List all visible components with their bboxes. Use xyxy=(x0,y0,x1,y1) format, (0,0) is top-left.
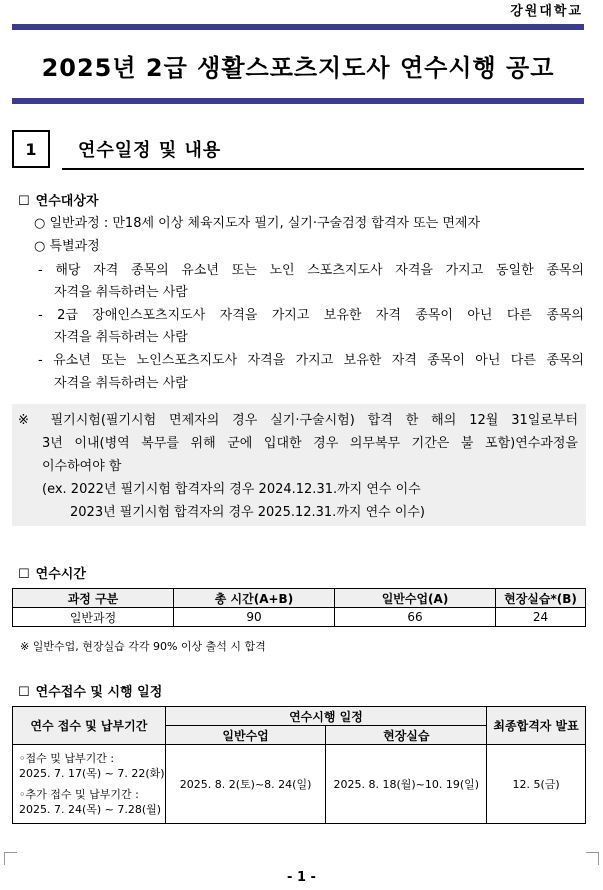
page-corner-mark-right xyxy=(586,852,599,865)
section-number: 1 xyxy=(12,130,50,168)
schedule-header-registration: 연수 접수 및 납부기간 xyxy=(13,707,166,745)
checkbox-square-icon: ☐ xyxy=(18,567,30,582)
general-course-text: 일반과정 : 만18세 이상 체육지도자 필기, 실기·구술검정 합격자 또는 면제자 xyxy=(49,216,481,231)
section-underline xyxy=(62,168,584,170)
schedule-header-field: 현장실습 xyxy=(326,726,487,745)
schedule-heading-label: 연수접수 및 시행 일정 xyxy=(35,685,163,700)
table-row xyxy=(13,745,586,824)
hours-heading-label: 연수시간 xyxy=(35,567,86,582)
hours-header-general: 일반수업(A) xyxy=(335,589,496,608)
additional-registration-period: 2025. 7. 24(목) ~ 7.28(월) xyxy=(19,803,162,816)
hours-header-field: 현장실습*(B) xyxy=(496,589,586,608)
hours-footnote: ※ 일반수업, 현장실습 각각 90% 이상 출석 시 합격 xyxy=(20,640,266,653)
bullet-circle-icon: ○ xyxy=(34,239,46,254)
special-item-2-line1: - 2급 장애인스포츠지도사 자격을 가지고 보유한 자격 종목이 아닌 다른 종목의 xyxy=(38,308,584,323)
bullet-circle-icon: ○ xyxy=(34,216,46,231)
table-row xyxy=(13,608,586,627)
general-course-item xyxy=(34,212,480,231)
notice-line-1: ※ 필기시험(필기시험 면제자의 경우 실기·구술시험) 합격 한 해의 12월 31일로부터 xyxy=(18,413,578,428)
special-item-1-line2: 자격을 취득하려는 사람 xyxy=(54,285,188,300)
hours-table xyxy=(12,588,586,627)
notice-line-2: 3년 이내(병역 복무를 위해 군에 입대한 경우 의무복무 기간은 불 포함)연수과정을 xyxy=(42,436,578,451)
schedule-header-final: 최종합격자 발표 xyxy=(487,707,586,745)
page-title: 2025년 2급 생활스포츠지도사 연수시행 공고 xyxy=(41,54,555,82)
special-course-text: 특별과정 xyxy=(49,239,100,254)
page-number: - 1 - xyxy=(287,870,316,885)
registration-label: ◦접수 및 납부기간 : xyxy=(19,752,115,765)
schedule-heading xyxy=(18,681,162,700)
checkbox-square-icon: ☐ xyxy=(18,194,30,209)
schedule-header-execution: 연수시행 일정 xyxy=(165,707,486,726)
hours-cell-general: 66 xyxy=(335,608,496,627)
checkbox-square-icon: ☐ xyxy=(18,685,30,700)
notice-line-3: 이수하여야 함 xyxy=(42,459,122,474)
targets-heading xyxy=(18,190,98,209)
university-name: 강원대학교 xyxy=(510,4,583,19)
hours-header-total: 총 시간(A+B) xyxy=(174,589,335,608)
section-title: 연수일정 및 내용 xyxy=(78,140,222,161)
hours-cell-field: 24 xyxy=(496,608,586,627)
notice-example-2: 2023년 필기시험 합격자의 경우 2025.12.31.까지 연수 이수) xyxy=(70,505,426,520)
schedule-cell-field: 2025. 8. 18(월)~10. 19(일) xyxy=(326,745,487,824)
schedule-cell-registration xyxy=(13,745,166,824)
title-top-bar xyxy=(12,24,584,30)
notice-example-1: (ex. 2022년 필기시험 합격자의 경우 2024.12.31.까지 연수 이수 xyxy=(42,482,421,497)
registration-period: 2025. 7. 17(목) ~ 7. 22(화) xyxy=(19,767,165,780)
hours-header-course: 과정 구분 xyxy=(13,589,174,608)
schedule-header-general: 일반수업 xyxy=(165,726,326,745)
additional-registration-label: ◦추가 접수 및 납부기간 : xyxy=(19,788,139,801)
hours-heading xyxy=(18,563,86,582)
special-course-item xyxy=(34,235,100,254)
page-corner-mark-left xyxy=(4,852,17,865)
hours-header-row xyxy=(13,589,586,608)
special-item-3-line2: 자격을 취득하려는 사람 xyxy=(54,376,188,391)
hours-cell-course: 일반과정 xyxy=(13,608,174,627)
special-item-1-line1: - 해당 자격 종목의 유소년 또는 노인 스포츠지도사 자격을 가지고 동일한 종목의 xyxy=(38,263,584,278)
special-item-2-line2: 자격을 취득하려는 사람 xyxy=(54,330,188,345)
schedule-header-row-1 xyxy=(13,707,586,726)
targets-heading-label: 연수대상자 xyxy=(35,194,99,209)
hours-cell-total: 90 xyxy=(174,608,335,627)
schedule-table xyxy=(12,706,586,824)
schedule-cell-final: 12. 5(금) xyxy=(487,745,586,824)
title-bottom-bar xyxy=(12,98,584,104)
special-item-3-line1: - 유소년 또는 노인스포츠지도사 자격을 가지고 보유한 자격 종목이 아닌 다른 종목의 xyxy=(38,353,584,368)
schedule-cell-general: 2025. 8. 2(토)~8. 24(일) xyxy=(165,745,326,824)
